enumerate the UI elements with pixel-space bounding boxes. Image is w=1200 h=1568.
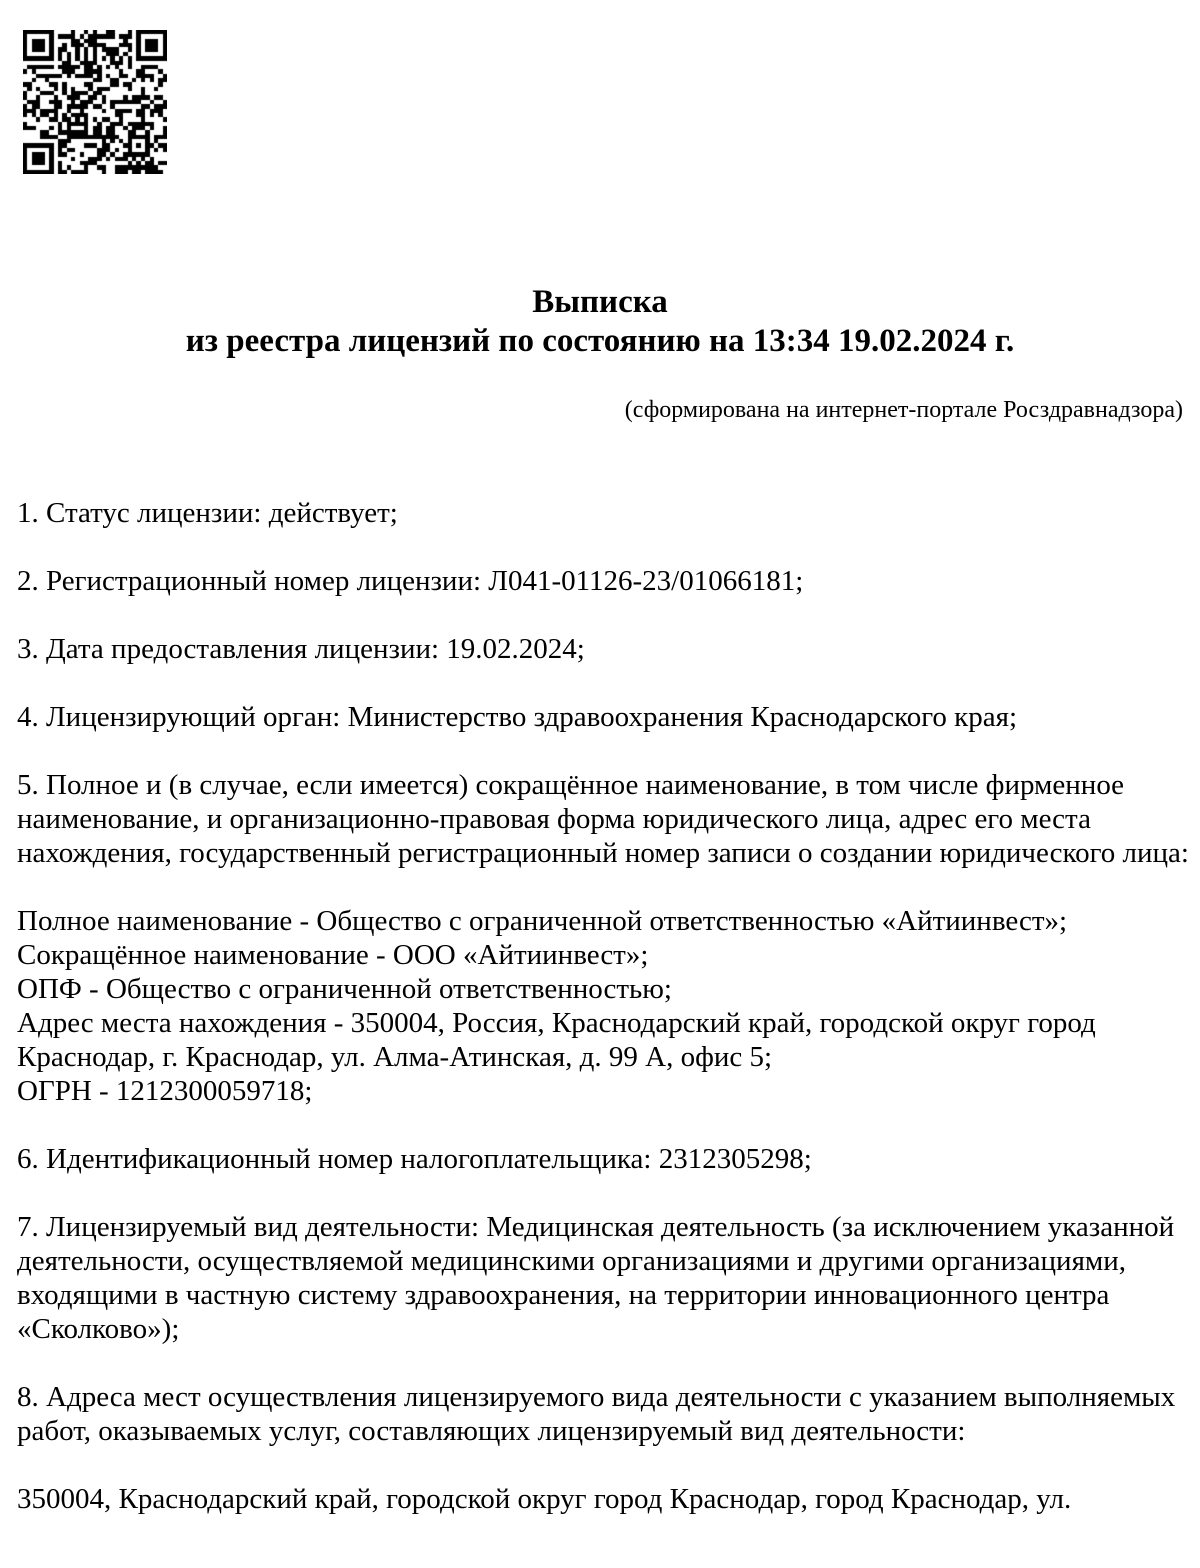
document-subtitle: (сформирована на интернет-портале Росздравнадзора) bbox=[624, 397, 1183, 423]
document-title bbox=[0, 283, 1200, 361]
line-address: Адрес места нахождения - 350004, Россия, Краснодарский край, городской округ город Краснодар, г. Краснодар, ул. Алма-Атинская, д. 99 А, офис 5; bbox=[17, 1007, 1096, 1073]
paragraph-licensing-authority: 4. Лицензирующий орган: Министерство здравоохранения Краснодарского края; bbox=[17, 701, 1018, 733]
paragraph-inn: 6. Идентификационный номер налогоплательщика: 2312305298; bbox=[17, 1143, 812, 1175]
line-ogrn: ОГРН - 1212300059718; bbox=[17, 1075, 313, 1107]
paragraph-grant-date: 3. Дата предоставления лицензии: 19.02.2024; bbox=[17, 633, 585, 665]
paragraph-activity-addresses-intro: 8. Адреса мест осуществления лицензируемого вида деятельности с указанием выполняемых работ, оказываемых услуг, составляющих лицензируемый вид деятельности: bbox=[17, 1381, 1176, 1447]
document-title-line2: из реестра лицензий по состоянию на 13:34 19.02.2024 г. bbox=[185, 323, 1015, 359]
line-short-name: Сокращённое наименование - ООО «Айтиинвест»; bbox=[17, 939, 649, 971]
document-body bbox=[17, 496, 1191, 1516]
paragraph-registration-number: 2. Регистрационный номер лицензии: Л041-01126-23/01066181; bbox=[17, 565, 804, 597]
paragraph-activity-type: 7. Лицензируемый вид деятельности: Медицинская деятельность (за исключением указанной деятельности, осуществляемой медицинскими организациями и другими организациями, входящими в частную систему здравоохранения, на территории инновационного центра «Сколково»); bbox=[17, 1211, 1175, 1345]
document-title-line1: Выписка bbox=[532, 284, 668, 320]
paragraph-license-status: 1. Статус лицензии: действует; bbox=[17, 497, 398, 529]
line-full-name: Полное наименование - Общество с ограниченной ответственностью «Айтиинвест»; bbox=[17, 905, 1068, 937]
line-opf: ОПФ - Общество с ограниченной ответственностью; bbox=[17, 973, 672, 1005]
line-activity-address: 350004, Краснодарский край, городской округ город Краснодар, город Краснодар, ул. bbox=[17, 1483, 1072, 1515]
qr-code-icon bbox=[23, 30, 167, 174]
paragraph-legal-entity-intro: 5. Полное и (в случае, если имеется) сокращённое наименование, в том числе фирменное наименование, и организационно-правовая форма юридического лица, адрес его места нахождения, государственный регистрационный номер записи о создании юридического лица: bbox=[17, 769, 1189, 869]
